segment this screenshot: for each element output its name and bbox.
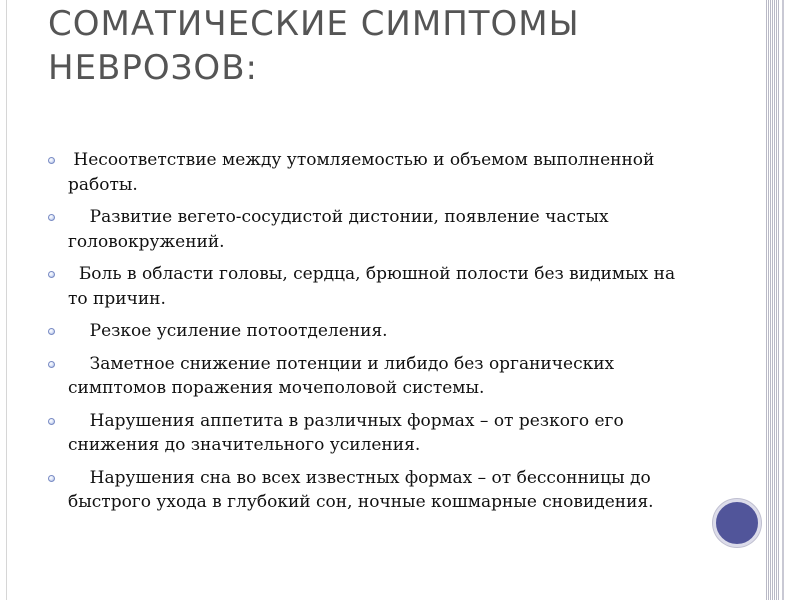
bullet-text: Боль в области головы, сердца, брюшной полости без видимых на то причин. bbox=[68, 264, 681, 309]
bullet-icon bbox=[48, 214, 55, 221]
bullet-icon bbox=[48, 271, 55, 278]
bullet-text: Нарушения сна во всех известных формах – от бессонницы до быстрого ухода в глубокий сон, ночные кошмарные сновидения. bbox=[68, 467, 657, 512]
right-edge-line bbox=[782, 0, 784, 600]
bullet-item bbox=[48, 205, 698, 254]
bullet-item bbox=[48, 148, 698, 197]
bullet-item bbox=[48, 466, 698, 515]
slide-title bbox=[48, 2, 748, 90]
decorative-circle-icon bbox=[713, 499, 761, 547]
bullet-list bbox=[48, 148, 698, 523]
bullet-item bbox=[48, 319, 698, 344]
bullet-text: Развитие вегето-сосудистой дистонии, появление частых головокружений. bbox=[68, 207, 614, 252]
bullet-icon bbox=[48, 475, 55, 482]
bullet-icon bbox=[48, 361, 55, 368]
bullet-text: Несоответствие между утомляемостью и объемом выполненной работы. bbox=[68, 150, 666, 195]
slide-title-line-2: НЕВРОЗОВ: bbox=[48, 48, 258, 88]
bullet-item bbox=[48, 409, 698, 458]
bullet-icon bbox=[48, 328, 55, 335]
left-border-line bbox=[6, 0, 7, 600]
bullet-item bbox=[48, 262, 698, 311]
right-stripe-band bbox=[766, 0, 780, 600]
bullet-text: Заметное снижение потенции и либидо без органических симптомов поражения мочеполовой системы. bbox=[68, 353, 620, 398]
slide-title-line-1: СОМАТИЧЕСКИЕ СИМПТОМЫ bbox=[48, 4, 580, 44]
bullet-text: Резкое усиление потоотделения. bbox=[68, 321, 388, 341]
bullet-text: Нарушения аппетита в различных формах – от резкого его снижения до значительного усиления. bbox=[68, 410, 630, 455]
bullet-icon bbox=[48, 418, 55, 425]
bullet-icon bbox=[48, 157, 55, 164]
bullet-item bbox=[48, 352, 698, 401]
